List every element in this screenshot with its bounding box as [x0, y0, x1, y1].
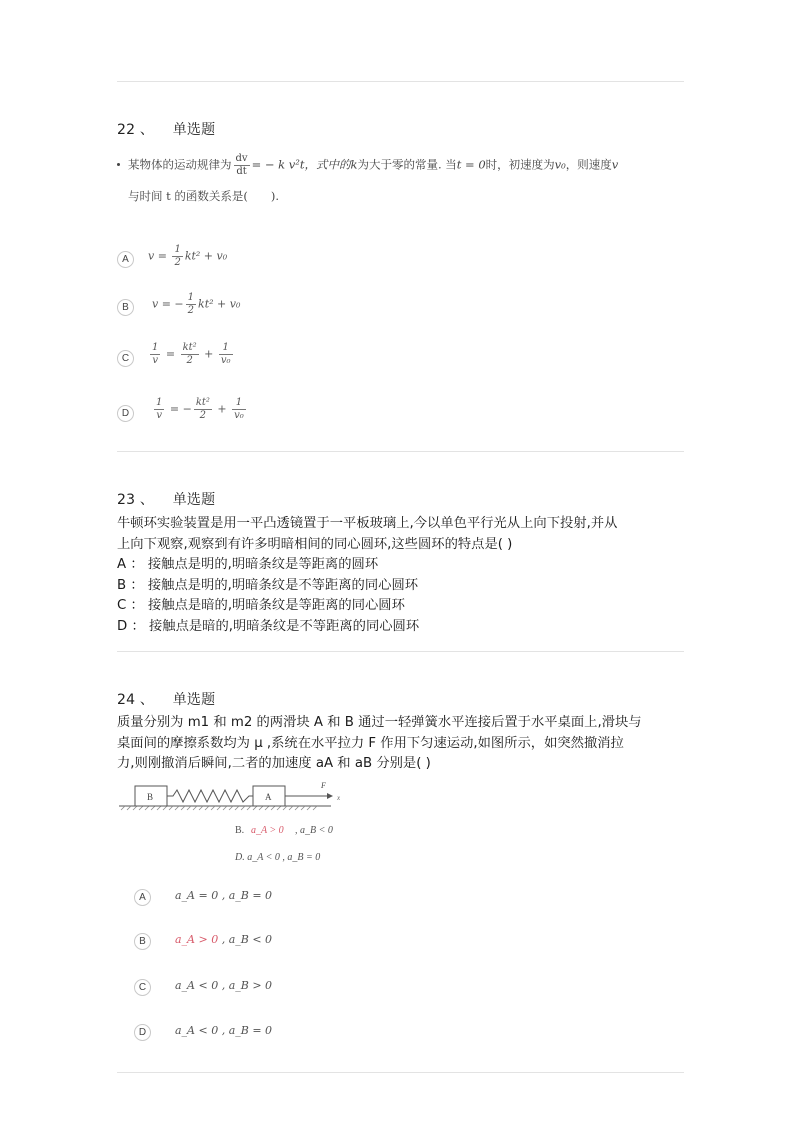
block-b-label: B [147, 792, 154, 802]
q22-stem-k: k [350, 157, 358, 172]
q23-body [117, 514, 697, 637]
q23-type: 单选题 [172, 492, 216, 508]
fig-option-d: D. a_A < 0 , a_B = 0 [235, 852, 321, 863]
q22-stem-post3: ，则速度 [565, 157, 612, 172]
spring [167, 790, 253, 802]
q23-header [117, 489, 215, 509]
q22-option-c-radio[interactable]: C [117, 350, 134, 367]
q22-stem-pre: 某物体的运动规律为 [128, 157, 232, 172]
q24-option-a-math: a_A = 0 , a_B = 0 [175, 889, 273, 902]
q22-stem-post2: 时，初速度为 [485, 157, 555, 172]
q24-body [117, 713, 697, 775]
q24-option-c-radio[interactable]: C [134, 979, 151, 996]
q22-number: 22 、 [117, 122, 155, 138]
q24-figure [117, 774, 357, 870]
q24-header [117, 689, 215, 709]
ground-hatch [121, 806, 317, 810]
q22-stem-line2: 与时间 t 的函数关系是( ). [128, 189, 280, 203]
q24-option-d-math: a_A < 0 , a_B = 0 [175, 1024, 273, 1037]
q23-option-b[interactable]: B ： 接触点是明的,明暗条纹是不等距离的同心圆环 [117, 577, 419, 593]
q24-stem-line2: 桌面间的摩擦系数均为 μ ,系统在水平拉力 F 作用下匀速运动,如图所示，如突然撤消拉 [117, 735, 624, 751]
q22-stem-line1 [128, 153, 618, 178]
q22-stem-mid: = − k v²t，式中的 [251, 157, 351, 172]
q24-option-b-radio[interactable]: B [134, 933, 151, 950]
q24-stem-line1: 质量分别为 m1 和 m2 的两滑块 A 和 B 通过一轻弹簧水平连接后置于水平桌面上,滑块与 [117, 715, 642, 730]
q22-header [117, 119, 215, 139]
q22-option-b-math: v = − $\frac{1}{2}$ kt² + v₀ [152, 292, 241, 316]
arrow-head-icon [327, 793, 333, 799]
q22-option-a-math: v = $\frac{1}{2}$ kt² + v₀ [148, 244, 228, 268]
q22-option-a-radio[interactable]: A [117, 251, 134, 268]
fig-option-b-letter: B. [235, 825, 245, 836]
spring-blocks-diagram [117, 774, 357, 870]
q22-stem-v0: v₀ [554, 157, 566, 172]
force-label: F [321, 781, 326, 790]
q24-option-d-radio[interactable]: D [134, 1024, 151, 1041]
fig-option-b-red: a_A > 0 [251, 825, 284, 836]
q22-option-d-math: $\frac{1}{v}$ = − $\frac{\text{kt²}}{2}$ + $\frac{1}{\text{v₀}}$ [156, 397, 244, 421]
q24-option-c-math: a_A < 0 , a_B > 0 [175, 979, 273, 992]
q22-stem-frac: $\frac{dv}{dt}$ [235, 153, 248, 177]
q24-option-b-math: a_A > 0 , a_B < 0 [175, 933, 273, 946]
divider-bottom [117, 1072, 684, 1073]
q23-stem-line1: 牛顿环实验装置是用一平凸透镜置于一平板玻璃上,今以单色平行光从上向下投射,并从 [117, 516, 618, 531]
q24-type: 单选题 [172, 692, 216, 708]
q23-number: 23 、 [117, 492, 155, 508]
block-a-label: A [265, 792, 272, 802]
q24-option-a-radio[interactable]: A [134, 889, 151, 906]
q22-stem-post: 为大于零的常量. 当 [357, 157, 457, 172]
q23-option-c[interactable]: C ： 接触点是暗的,明暗条纹是等距离的同心圆环 [117, 598, 405, 613]
q23-option-d[interactable]: D ： 接触点是暗的,明暗条纹是不等距离的同心圆环 [117, 618, 420, 634]
divider-q22 [117, 451, 684, 452]
q24-stem-line3: 力,则刚撤消后瞬间,二者的加速度 aA 和 aB 分别是( ) [117, 756, 431, 771]
divider-q23 [117, 651, 684, 652]
axis-label: x [337, 794, 341, 802]
q22-type: 单选题 [172, 122, 216, 138]
q23-option-a[interactable]: A ： 接触点是明的,明暗条纹是等距离的圆环 [117, 557, 379, 572]
q22-stem-t0: t = 0 [456, 157, 486, 172]
q22-stem-v: v [611, 157, 619, 172]
fig-option-b-rest: , a_B < 0 [295, 825, 333, 836]
q22-option-c-math: $\frac{1}{v}$ = $\frac{\text{kt²}}{2}$ + $\frac{1}{\text{v₀}}$ [152, 342, 231, 366]
bullet-icon [117, 163, 120, 166]
q24-number: 24 、 [117, 692, 155, 708]
divider-top [117, 81, 684, 82]
q22-option-b-radio[interactable]: B [117, 299, 134, 316]
q22-option-d-radio[interactable]: D [117, 405, 134, 422]
q23-stem-line2: 上向下观察,观察到有许多明暗相间的同心圆环,这些圆环的特点是( ) [117, 536, 513, 552]
